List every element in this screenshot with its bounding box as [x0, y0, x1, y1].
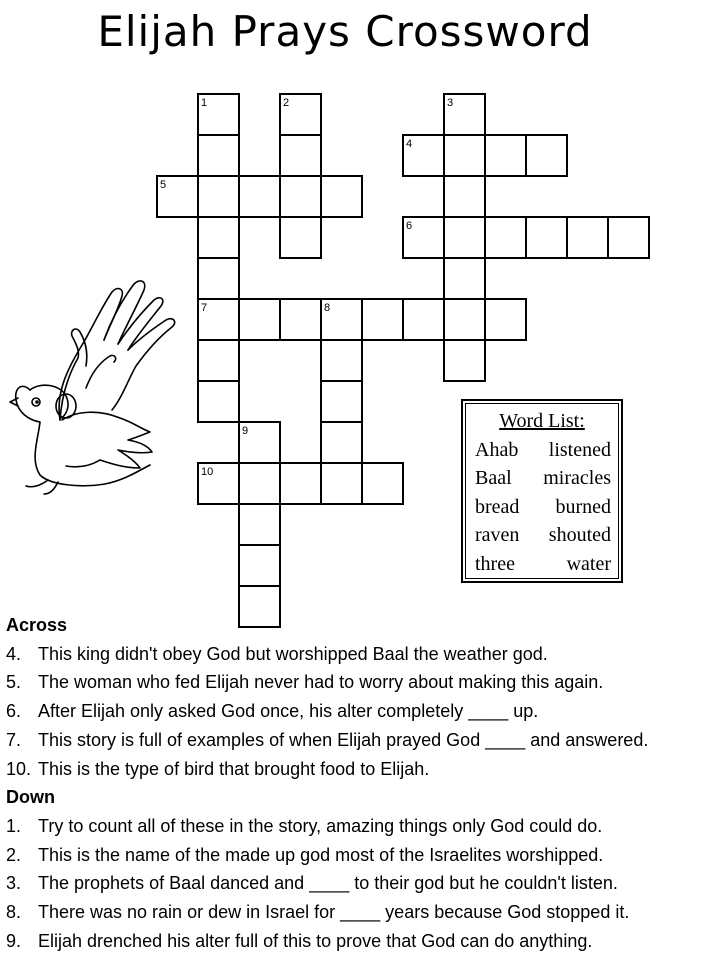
clue-number: 3. [6, 873, 22, 894]
word-list-row [466, 550, 618, 579]
word-list-word: miracles [543, 467, 611, 489]
grid-cell[interactable] [198, 135, 239, 176]
grid-cell[interactable] [239, 176, 280, 217]
grid-cell[interactable] [403, 299, 444, 340]
grid-cell[interactable] [526, 135, 567, 176]
clue-number-label: 2 [283, 97, 290, 109]
across-heading: Across [6, 615, 68, 635]
clue-item [6, 898, 648, 927]
clue-number: 8. [6, 902, 22, 923]
grid-cell[interactable] [280, 217, 321, 258]
word-list-word: raven [475, 524, 520, 546]
grid-cell[interactable] [608, 217, 649, 258]
grid-cell[interactable] [239, 504, 280, 545]
down-heading: Down [6, 787, 55, 808]
grid-cell[interactable] [485, 217, 526, 258]
clue-text: Elijah drenched his alter full of this to prove that God can do anything. [38, 930, 593, 951]
word-list-word: burned [555, 495, 611, 518]
grid-cell[interactable] [280, 176, 321, 217]
grid-cell[interactable] [280, 135, 321, 176]
word-list-row [466, 436, 618, 465]
clue-item [6, 726, 648, 755]
word-list-row [466, 464, 618, 493]
grid-cell[interactable] [485, 135, 526, 176]
clue-number: 7. [6, 729, 22, 750]
clue-item [6, 812, 648, 841]
clue-number-label: 5 [160, 179, 167, 191]
grid-cell[interactable] [444, 299, 485, 340]
clue-item [6, 841, 648, 870]
clue-number-label: 4 [406, 138, 413, 150]
word-list-word: Baal [475, 467, 512, 489]
word-list-word: listened [548, 438, 611, 461]
clue-text: Try to count all of these in the story, amazing things only God could do. [38, 815, 603, 836]
word-list-word: Ahab [475, 438, 519, 461]
clue-text: The woman who fed Elijah never had to worry about making this again. [38, 672, 604, 693]
clue-text: There was no rain or dew in Israel for ____ years because God stopped it. [38, 902, 630, 923]
clue-number: 2. [6, 844, 22, 865]
clues-section [6, 611, 648, 955]
grid-cell[interactable] [198, 258, 239, 299]
clue-text: The prophets of Baal danced and ____ to their god but he couldn't listen. [38, 873, 618, 894]
clue-number: 9. [6, 930, 22, 951]
grid-cell[interactable] [280, 299, 321, 340]
clue-number-label: 1 [201, 97, 208, 109]
grid-cell[interactable] [321, 422, 362, 463]
grid-cell[interactable] [444, 340, 485, 381]
clue-number-label: 6 [406, 220, 413, 232]
clue-number: 4. [6, 643, 22, 664]
grid-cell[interactable] [239, 545, 280, 586]
clue-item [6, 755, 648, 784]
grid-cell[interactable] [567, 217, 608, 258]
grid-cell[interactable] [239, 299, 280, 340]
grid-cell[interactable] [198, 176, 239, 217]
word-list-word: water [566, 552, 611, 575]
word-list-word: shouted [548, 524, 611, 546]
word-list-word: bread [475, 495, 520, 518]
clue-number: 10. [6, 758, 32, 779]
clue-item [6, 927, 648, 956]
clue-number: 6. [6, 701, 22, 722]
grid-cell[interactable] [198, 381, 239, 422]
page-title: Elijah Prays Crossword [97, 7, 593, 56]
clue-number-label: 3 [447, 97, 454, 109]
clue-item [6, 640, 648, 669]
word-list-box [461, 399, 623, 583]
clue-text: This king didn't obey God but worshipped Baal the weather god. [38, 643, 548, 664]
clue-number: 1. [6, 815, 22, 836]
grid-cell[interactable] [321, 381, 362, 422]
clue-item [6, 697, 648, 726]
clue-number-label: 7 [201, 302, 208, 314]
clue-text: After Elijah only asked God once, his alter completely ____ up. [38, 701, 539, 722]
clue-number-label: 8 [324, 302, 331, 314]
clue-item [6, 668, 648, 697]
clue-item [6, 869, 648, 898]
grid-cell[interactable] [362, 299, 403, 340]
clue-number-label: 10 [201, 466, 214, 478]
praying-bird-illustration [0, 270, 200, 500]
clue-text: This story is full of examples of when Elijah prayed God ____ and answered. [38, 729, 649, 750]
grid-cell[interactable] [321, 176, 362, 217]
grid-cell[interactable] [280, 463, 321, 504]
grid-cell[interactable] [485, 299, 526, 340]
grid-cell[interactable] [239, 463, 280, 504]
grid-cell[interactable] [362, 463, 403, 504]
grid-cell[interactable] [321, 340, 362, 381]
grid-cell[interactable] [444, 135, 485, 176]
grid-cell[interactable] [321, 463, 362, 504]
word-list-row [466, 493, 618, 522]
grid-cell[interactable] [198, 217, 239, 258]
clue-number-label: 9 [242, 425, 249, 437]
grid-cell[interactable] [198, 340, 239, 381]
clue-text: This is the type of bird that brought food to Elijah. [38, 758, 430, 779]
grid-cell[interactable] [444, 217, 485, 258]
clue-text: This is the name of the made up god most of the Israelites worshipped. [38, 844, 604, 865]
word-list-title: Word List: [499, 410, 585, 432]
word-list-row [466, 521, 618, 550]
grid-cell[interactable] [444, 258, 485, 299]
word-list-word: three [475, 552, 515, 575]
grid-cell[interactable] [526, 217, 567, 258]
grid-cell[interactable] [444, 176, 485, 217]
clue-number: 5. [6, 672, 22, 693]
